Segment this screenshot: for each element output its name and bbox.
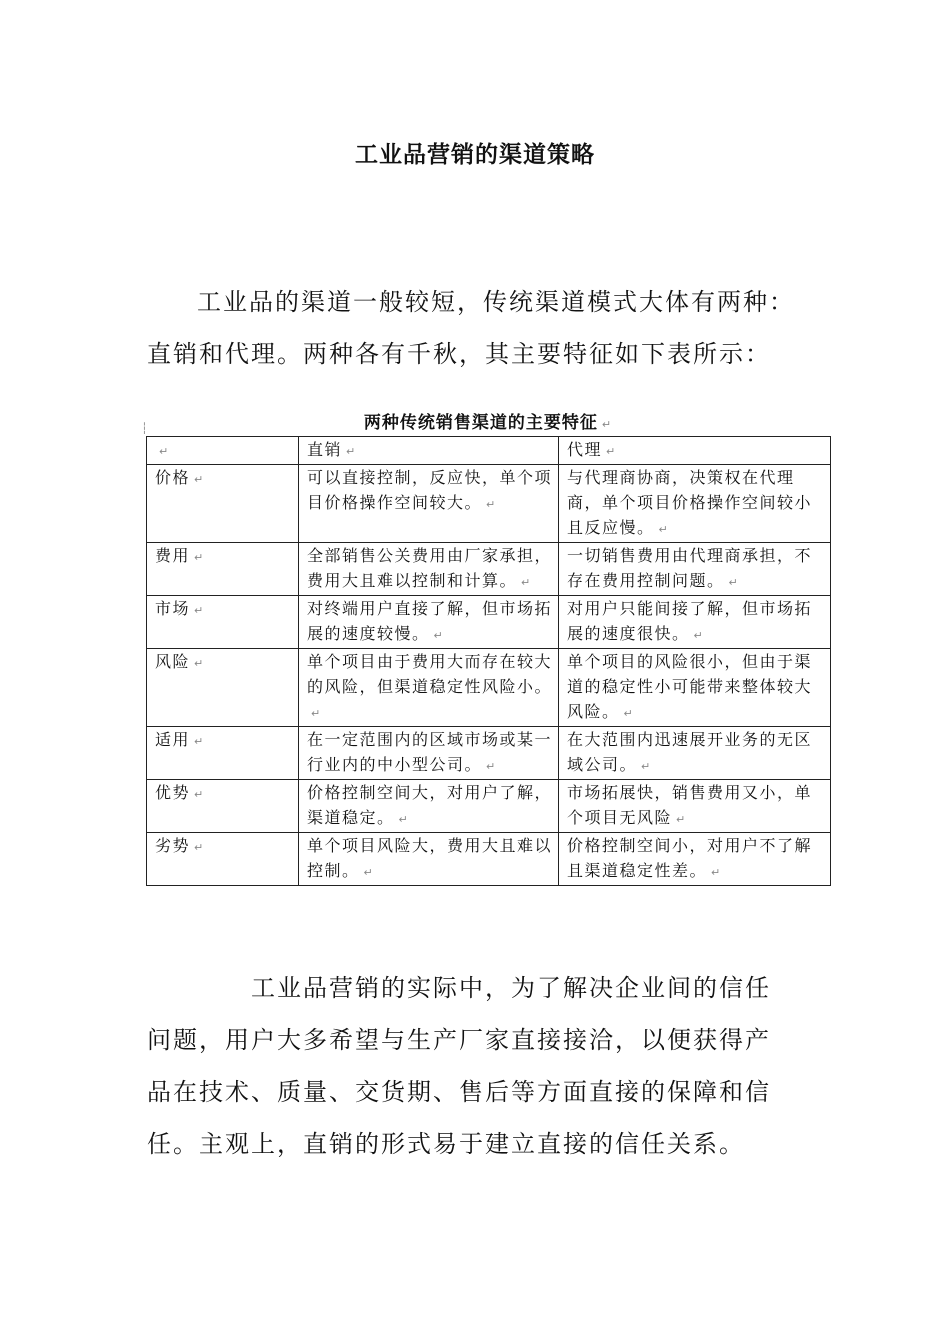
row-label: 劣势 ↵ [147, 833, 299, 886]
row-label: 风险 ↵ [147, 649, 299, 727]
table-caption-text: 两种传统销售渠道的主要特征 [363, 413, 598, 433]
paragraph-mark-icon: ↵ [623, 707, 635, 720]
paragraph-mark-icon: ↵ [311, 707, 322, 720]
header-cell-direct: 直销 ↵ [299, 437, 559, 465]
paragraph-mark-icon: ↵ [194, 788, 205, 801]
direct-cell: 单个项目风险大，费用大且难以控制。 ↵ [299, 833, 559, 886]
direct-cell: 单个项目由于费用大而存在较大的风险，但渠道稳定性风险小。↵ [299, 649, 559, 727]
agent-cell: 价格控制空间小，对用户不了解且渠道稳定性差。 ↵ [559, 833, 831, 886]
paragraph-mark-icon: ↵ [728, 576, 740, 589]
table-row [147, 596, 831, 649]
paragraph-mark-icon: ↵ [346, 445, 357, 458]
row-label: 优势 ↵ [147, 780, 299, 833]
paragraph-mark-icon: ↵ [398, 813, 410, 826]
paragraph-mark-icon: ↵ [194, 551, 205, 564]
features-table-block [141, 410, 830, 886]
paragraph-mark-icon: ↵ [433, 629, 445, 642]
agent-cell: 单个项目的风险很小，但由于渠道的稳定性小可能带来整体较大风险。 ↵ [559, 649, 831, 727]
row-label: 适用 ↵ [147, 727, 299, 780]
agent-cell: 市场拓展快，销售费用又小，单个项目无风险 ↵ [559, 780, 831, 833]
paragraph-mark-icon: ↵ [194, 657, 205, 670]
row-label: 市场 ↵ [147, 596, 299, 649]
agent-cell: 对用户只能间接了解，但市场拓展的速度很快。 ↵ [559, 596, 831, 649]
direct-cell: 价格控制空间大，对用户了解，渠道稳定。 ↵ [299, 780, 559, 833]
paragraph-mark-icon: ↵ [658, 523, 670, 536]
row-label: 费用 ↵ [147, 543, 299, 596]
paragraph-mark-icon: ↵ [363, 866, 375, 879]
table-row [147, 727, 831, 780]
table-caption [146, 410, 830, 436]
agent-cell: 与代理商协商，决策权在代理商，单个项目价格操作空间较小且反应慢。 ↵ [559, 465, 831, 543]
paragraph-mark-icon: ↵ [676, 813, 687, 826]
paragraph-mark-icon: ↵ [711, 866, 722, 879]
paragraph-mark-icon: ↵ [194, 473, 205, 486]
paragraph-mark-icon: ↵ [194, 604, 205, 617]
row-label: 价格 ↵ [147, 465, 299, 543]
table-row [147, 465, 831, 543]
table-anchor-mark: ┆ [141, 422, 148, 435]
direct-cell: 在一定范围内的区域市场或某一行业内的中小型公司。 ↵ [299, 727, 559, 780]
features-table [146, 436, 831, 886]
trust-paragraph: 工业品营销的实际中，为了解决企业间的信任问题，用户大多希望与生产厂家直接接洽，以便获得产品在技术、质量、交货期、售后等方面直接的保障和信任。主观上，直销的形式易于建立直接的信任关系。 [147, 974, 771, 1158]
agent-cell: 一切销售费用由代理商承担，不存在费用控制问题。 ↵ [559, 543, 831, 596]
paragraph-mark-icon: ↵ [641, 760, 652, 773]
table-row [147, 833, 831, 886]
direct-cell: 全部销售公关费用由厂家承担，费用大且难以控制和计算。 ↵ [299, 543, 559, 596]
table-row [147, 543, 831, 596]
table-header-row [147, 437, 831, 465]
paragraph-mark-icon: ↵ [606, 445, 617, 458]
header-cell-empty [147, 437, 299, 465]
direct-cell: 对终端用户直接了解，但市场拓展的速度较慢。 ↵ [299, 596, 559, 649]
paragraph-mark-icon: ↵ [486, 498, 497, 511]
paragraph-mark-icon: ↵ [486, 760, 497, 773]
table-row [147, 780, 831, 833]
intro-paragraph: 工业品的渠道一般较短，传统渠道模式大体有两种：直销和代理。两种各有千秋，其主要特征如下表所示： [147, 288, 795, 368]
table-row [147, 649, 831, 727]
paragraph-mark-icon: ↵ [159, 445, 170, 458]
header-cell-agent: 代理 ↵ [559, 437, 831, 465]
paragraph-mark-icon: ↵ [601, 418, 613, 431]
paragraph-mark-icon: ↵ [521, 576, 532, 589]
agent-cell: 在大范围内迅速展开业务的无区域公司。 ↵ [559, 727, 831, 780]
document-title: 工业品营销的渠道策略 [355, 142, 595, 168]
paragraph-mark-icon: ↵ [194, 735, 205, 748]
paragraph-mark-icon: ↵ [194, 841, 205, 854]
paragraph-mark-icon: ↵ [693, 629, 705, 642]
direct-cell: 可以直接控制，反应快，单个项目价格操作空间较大。 ↵ [299, 465, 559, 543]
